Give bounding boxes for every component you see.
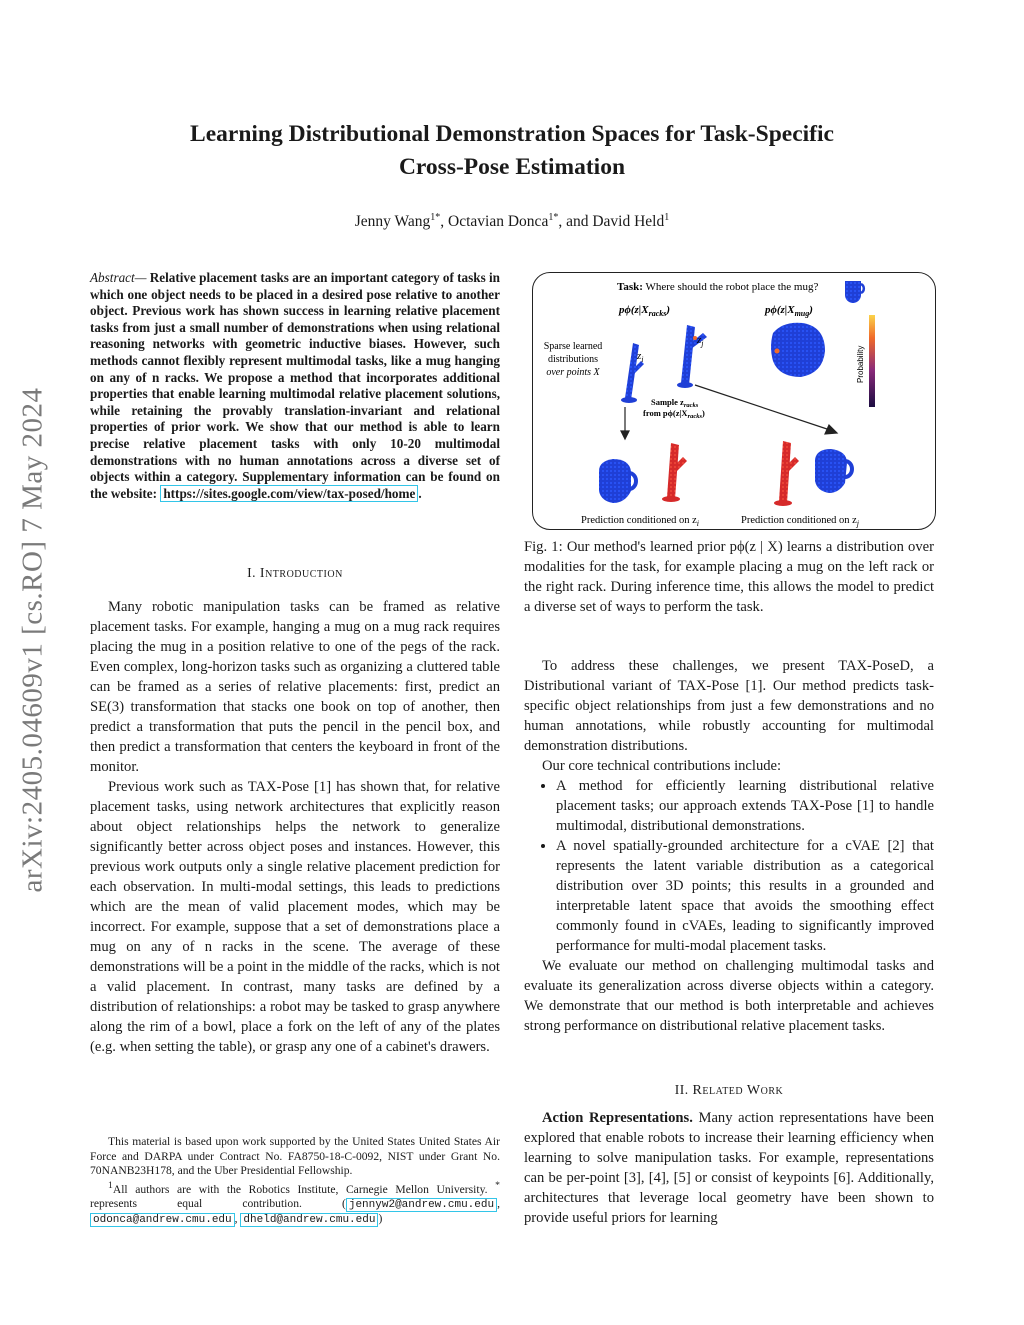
footnote-affil-text: All authors are with the Robotics Institute, Carnegie Mellon University. — [112, 1182, 488, 1196]
section-heading-related-work — [524, 1082, 934, 1099]
sparse-label-2: distributions — [547, 354, 599, 365]
abstract-end: . — [418, 485, 422, 501]
related-work-body — [524, 1108, 934, 1228]
intro-paragraph-1: Many robotic manipulation tasks can be framed as relative placement tasks. For example, hanging a mug on a mug rack requires placing the mug in a position relative to one of the pegs of the rack. Even complex, long-horizon tasks such as organizing a cluttered table can be framed as a series of relative placements: first, predict an SE(3) transformation that stacks one book on top of another, then predict a transformation that puts the pencil in the pencil box, and then predict a transformation that centers the keyboard in front of the monitor. — [90, 599, 500, 775]
sparse-label-1: Sparse learned — [543, 341, 603, 352]
zi-label: $z_i$ — [637, 350, 644, 364]
section-title: Introduction — [259, 566, 343, 581]
probability-label: Probability — [856, 345, 865, 383]
sparse-label-3: over points X — [546, 367, 600, 378]
author-2-affil: 1* — [548, 212, 559, 223]
author-3: David Held — [592, 213, 665, 231]
right-column-body — [524, 656, 934, 1036]
figure-illustration — [533, 273, 935, 529]
email-link-1[interactable]: jennyw2@andrew.cmu.edu — [346, 1198, 497, 1212]
abstract-text: Relative placement tasks are an important category of tasks in which one object needs to be placed in a desired pose relative to another object. Previous work has shown success in learning relative placement tasks from just a small number of demonstrations when using relational reasoning networks with geometric inductive biases. However, such methods cannot flexibly represent multimodal tasks, like a mug hanging on any of n racks. We propose a method that incorporates additional properties that enable learning multimodal relative placement solutions, while retaining the provably translation-invariant and relational properties of prior work. We show that our method is able to learn precise relative placement tasks with only 10-20 multimodal demonstrations with no human annotations across a diverse set of objects within a category. Supplementary information can be found on the website: — [90, 270, 501, 501]
author-1-affil: 1* — [430, 212, 441, 223]
abstract-lead: Abstract — [90, 270, 135, 285]
arxiv-id: arXiv:2405.04609v1 [cs.RO] 7 May 2024 — [16, 387, 49, 893]
sample-label-2: from $p\phi(z|X_{racks})$ — [643, 408, 705, 420]
related-lead: Action Representations. — [542, 1110, 693, 1126]
title-line-2: Cross-Pose Estimation — [398, 154, 626, 180]
section-heading-introduction — [90, 565, 500, 582]
contributions-lead: Our core technical contributions include: — [542, 758, 782, 774]
author-1: Jenny Wang — [354, 213, 431, 231]
intro-paragraph-2: Previous work such as TAX-Pose [1] has shown that, for relative placement tasks, using network architectures that explicitly reason about object relationships helps the network to generalize significantly better across object poses and instances. However, this previous work outputs only a single relative placement prediction for each observation. In multi-modal settings, this leads to predictions which are the mean of valid placement modes, which may be incorrect. For example, suppose that a set of demonstrations place a mug on any of n racks in the scene. The average of these demonstrations will be a point in the middle of the racks, which is not a valid placement. In contrast, many tasks are defined by a distribution of relationships: a robot may be tasked to grasp anywhere along the rim of a bowl, place a fork on the left of any of the plates (e.g. when setting the table), or grasp any one of a cabinet's drawers. — [90, 779, 500, 1055]
contribution-intro: To address these challenges, we present TAX-PoseD, a Distributional variant of TAX-Pose [1]. Our method predicts task-specific object relationships from just a few demonstrations and no human annotations, while robustly accounting for multimodal demonstration distributions. — [524, 658, 934, 754]
fig-task: Task: Where should the robot place the mug? — [617, 281, 819, 293]
mug-distribution — [771, 323, 825, 377]
section-number: II. — [674, 1082, 689, 1097]
website-link[interactable]: https://sites.google.com/view/tax-posed/home — [160, 485, 418, 502]
footnote-equal-text: represents equal contribution. ( — [90, 1196, 346, 1210]
contribution-item: • A novel spatially-grounded architecture for a cVAE [2] that represents the latent variable distribution as a categorical distribution over 3D points; this results in a grounded and interpretable latent space that avoids the smoothing effect commonly found in cVAEs, leading to significantly improved performance for multi-modal placement tasks. — [556, 836, 934, 956]
prior-racks-label: $p\phi(z|X_{racks})$ — [619, 304, 671, 318]
figure-caption: Fig. 1: Our method's learned prior pϕ(z | X) learns a distribution over modalities for the task, for example placing a mug on the left rack or the right rack. During inference time, this allows the model to predict a diverse set of ways to perform the task. — [524, 539, 934, 615]
intro-body — [90, 597, 500, 1057]
author-list: Jenny Wang$^{1*}$, Octavian Donca$^{1*}$, and David Held$^1$ — [354, 212, 670, 231]
email-link-2[interactable]: odonca@andrew.cmu.edu — [90, 1213, 235, 1227]
figure-1 — [532, 272, 936, 530]
pred-left-label: Prediction conditioned on $z_i$ — [581, 515, 700, 528]
prediction-right — [774, 441, 852, 506]
section-number: I. — [247, 565, 257, 580]
footnotes — [90, 1135, 500, 1228]
footnote-funding: This material is based upon work supported by the United States United States Air Force and DARPA under Contract No. FA8750-18-C-0092, NIST under Grant No. 70NANB23H178, and the Uber Presidential Fellowship. — [90, 1135, 500, 1177]
evaluation-paragraph: We evaluate our method on challenging multimodal tasks and evaluate its generalization across diverse objects within a category. We demonstrate that our method is both interpretable and achieves strong performance on distributional relative placement tasks. — [524, 958, 934, 1034]
title-line-1: Learning Distributional Demonstration Spaces for Task-Specific — [190, 121, 834, 147]
contribution-item: • A method for efficiently learning distributional relative placement tasks; our approach extends TAX-Pose [1] to handle multimodal, distributional demonstrations. — [556, 776, 934, 836]
pred-right-label: Prediction conditioned on $z_j$ — [741, 515, 860, 528]
arxiv-stamp — [8, 350, 58, 930]
author-2: Octavian Donca — [448, 213, 549, 231]
email-link-3[interactable]: dheld@andrew.cmu.edu — [240, 1213, 378, 1227]
related-text: Many action representations have been explored that enable robots to increase their learning efficiency when learning to solve manipulation tasks. For example, representations can be per-point [3], [4], [5] or consist of keypoints [6]. Additionally, architectures that leverage local geometry have been shown to provide useful priors for learning — [524, 1110, 934, 1226]
prediction-left — [599, 443, 687, 503]
sample-label-1: Sample $z_{racks}$ — [651, 397, 699, 409]
mug-icon — [845, 281, 864, 303]
rack-distribution-j — [677, 325, 707, 388]
probability-colorbar — [869, 315, 875, 407]
zj-label: $z_j$ — [697, 334, 704, 348]
prior-mug-label: $p\phi(z|X_{mug})$ — [765, 304, 813, 318]
paper-title — [90, 118, 934, 184]
contributions-list — [524, 776, 934, 956]
footnote-marker: 1 — [108, 1179, 113, 1191]
section-title: Related Work — [692, 1083, 784, 1098]
footnote-affiliations: $^1$All authors are with the Robotics Institute, Carnegie Mellon University. * represents equal contribution. ( jennyw2@andrew.cmu.edu , odonca@andrew.cmu.edu , dheld@andrew.cmu.edu ) — [90, 1179, 500, 1227]
abstract: Abstract— Relative placement tasks are an important category of tasks in which one object needs to be placed in a desired pose relative to another object. Previous work has shown success in learning relative placement tasks from just a small number of demonstrations when using relational reasoning networks with geometric inductive biases. However, such methods cannot flexibly represent multimodal tasks, like a mug hanging on any of n racks. We propose a method that incorporates additional properties that enable learning multimodal relative placement solutions, while retaining the provably translation-invariant and relational properties of prior work. We show that our method is able to learn precise relative placement tasks with only 10-20 multimodal demonstrations with no human annotations across a diverse set of objects within a category. Supplementary information can be found on the website: https://sites.google.com/view/tax-posed/home . — [90, 270, 501, 501]
author-3-affil: 1 — [664, 212, 670, 223]
footnote-star: * — [495, 1179, 500, 1191]
related-paragraph — [524, 1108, 934, 1228]
